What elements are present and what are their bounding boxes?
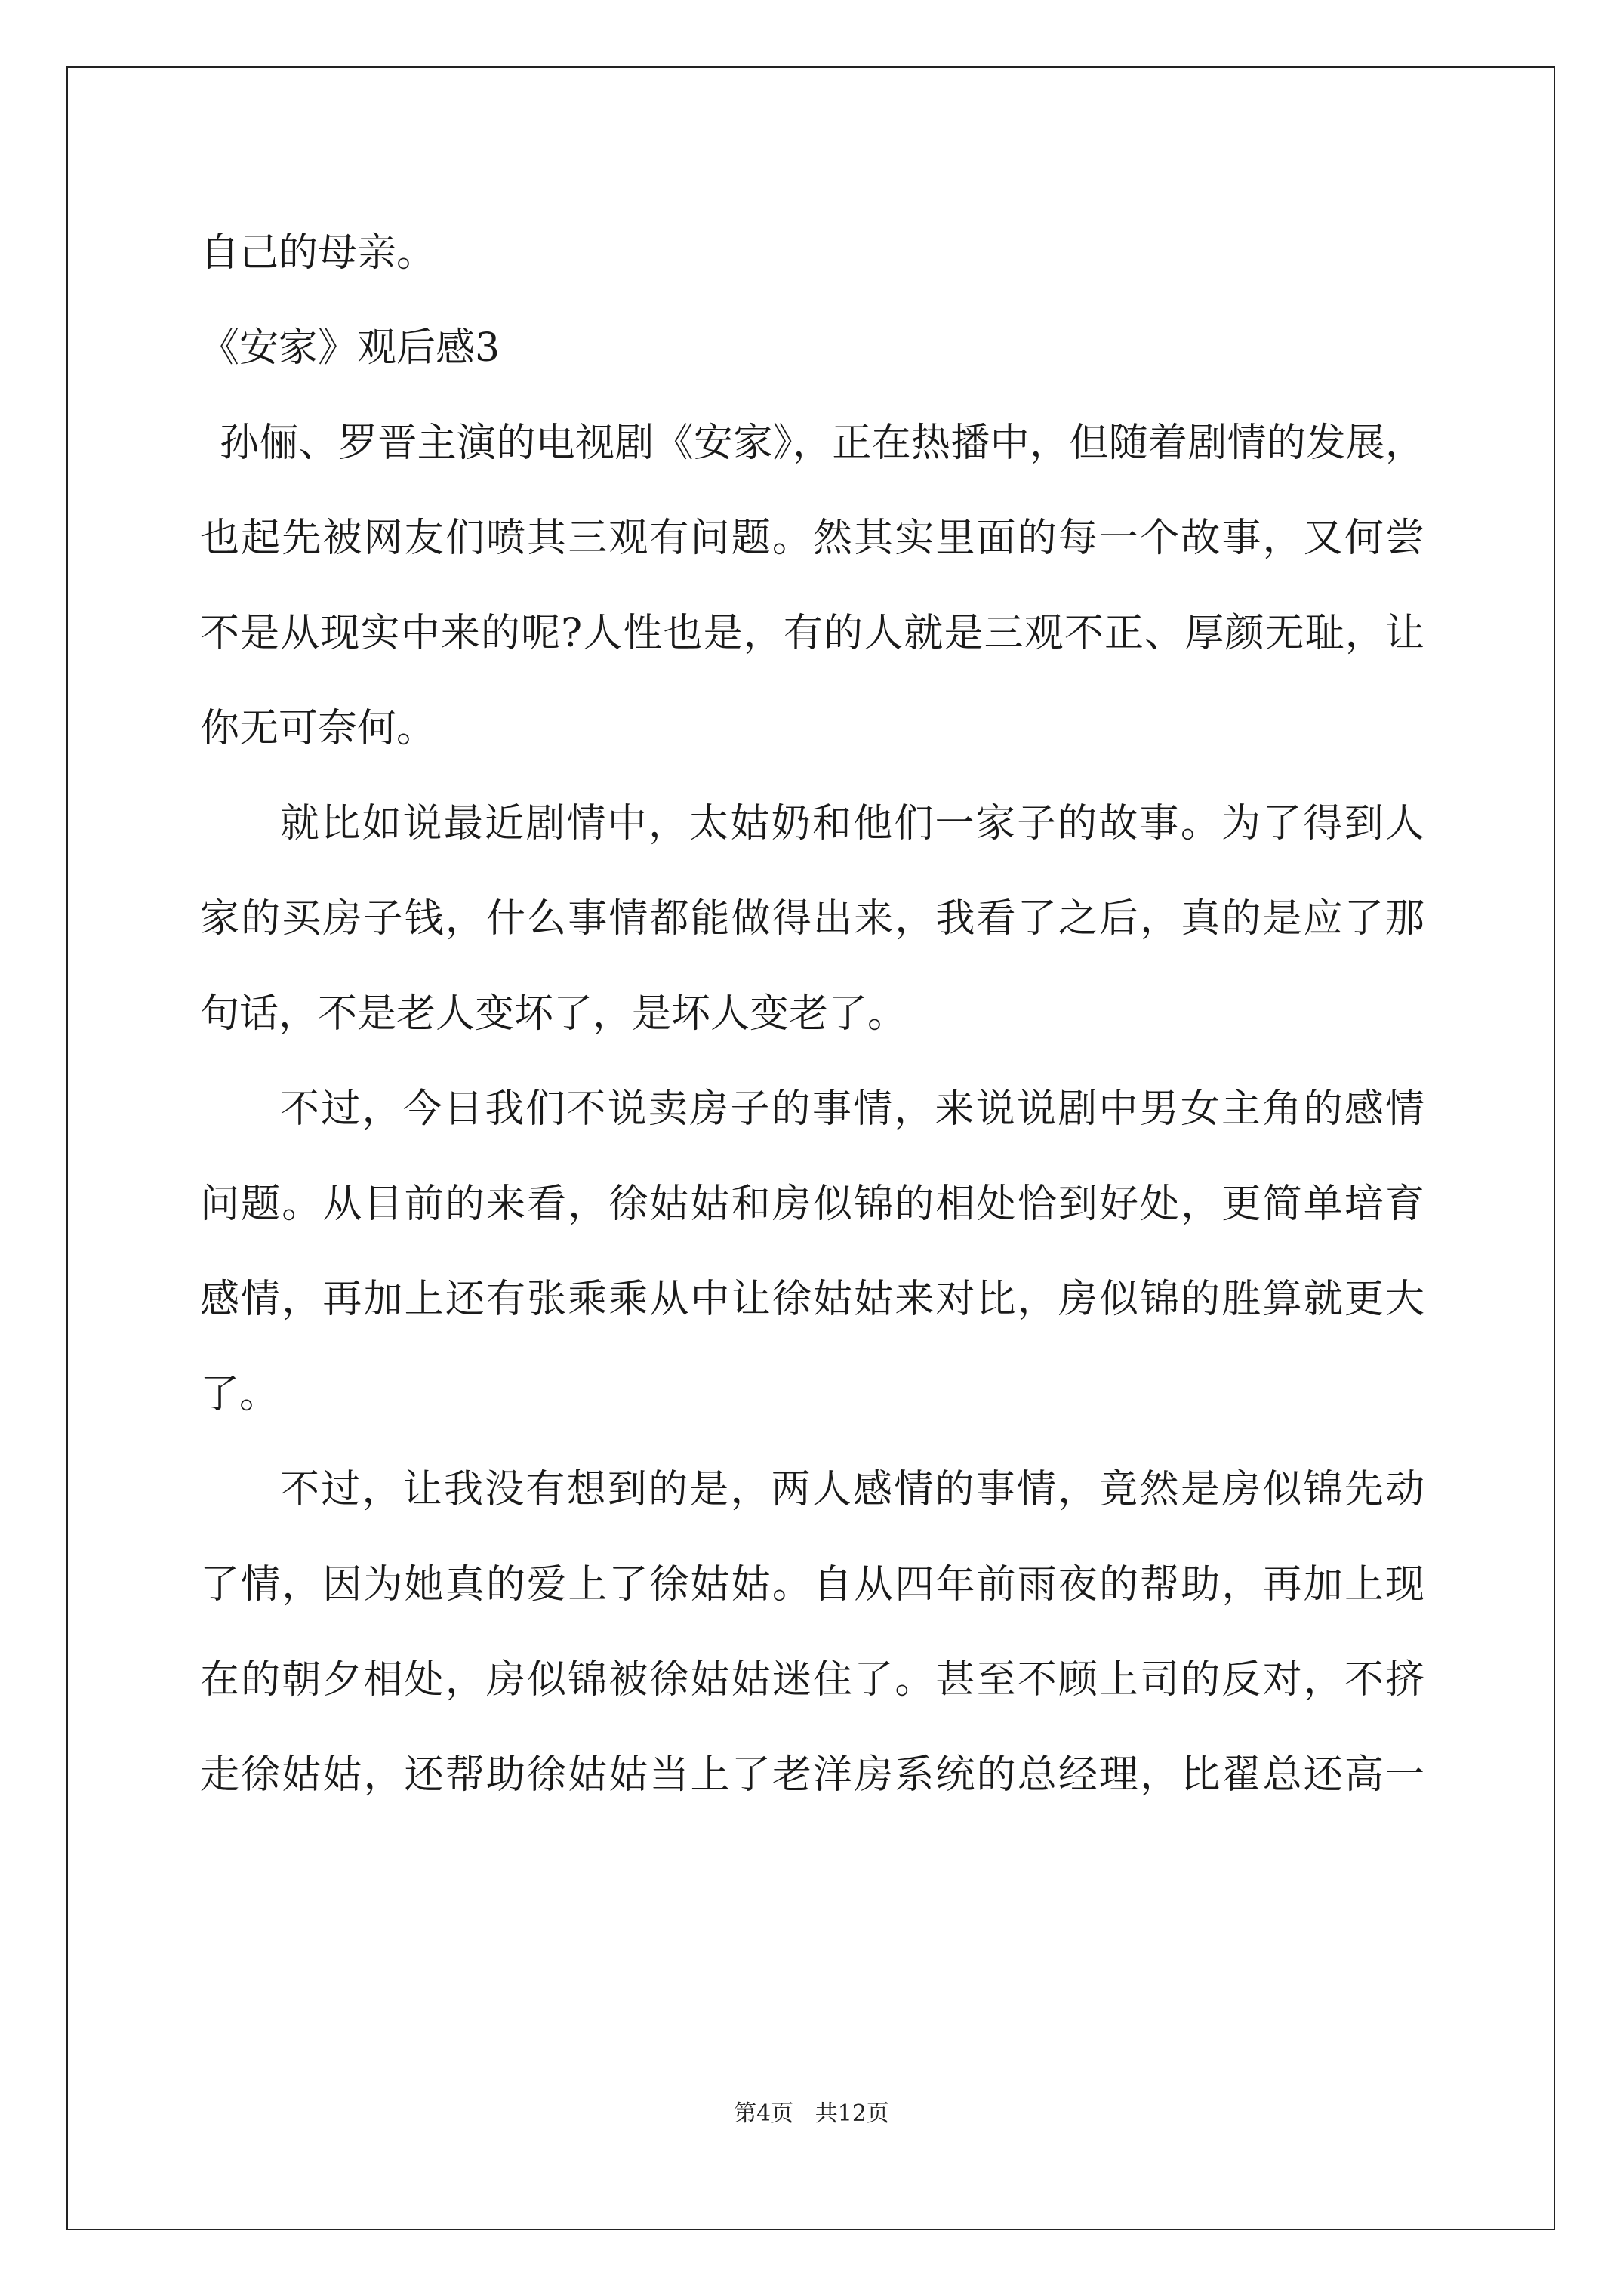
paragraph-line: 在的朝夕相处，房似锦被徐姑姑迷住了。甚至不顾上司的反对，不挤 (200, 1657, 1424, 1703)
paragraph-line: 自己的母亲。 (200, 230, 436, 276)
paragraph-line: 走徐姑姑，还帮助徐姑姑当上了老洋房系统的总经理，比翟总还高一 (200, 1752, 1424, 1798)
paragraph-line: 你无可奈何。 (200, 706, 436, 751)
paragraph-line: 家的买房子钱，什么事情都能做得出来，我看了之后，真的是应了那 (200, 896, 1424, 942)
paragraph-line: 了情，因为她真的爱上了徐姑姑。自从四年前雨夜的帮助，再加上现 (200, 1562, 1424, 1607)
paragraph-line: 问题。从目前的来看，徐姑姑和房似锦的相处恰到好处，更简单培育 (200, 1182, 1424, 1227)
paragraph-line: 不过，让我没有想到的是，两人感情的事情，竟然是房似锦先动 (280, 1467, 1424, 1512)
paragraph-line: 孙俪、罗晋主演的电视剧《安家》，正在热播中，但随着剧情的发展， (220, 421, 1424, 466)
paragraph-line: 就比如说最近剧情中，太姑奶和他们一家子的故事。为了得到人 (280, 801, 1424, 846)
paragraph-line: 感情，再加上还有张乘乘从中让徐姑姑来对比，房似锦的胜算就更大 (200, 1277, 1424, 1322)
document-body (200, 205, 1424, 1823)
paragraph-line: 了。 (200, 1372, 279, 1417)
paragraph-line: 不是从现实中来的呢?人性也是，有的人就是三观不正、厚颜无耻，让 (200, 611, 1424, 656)
section-heading: 《安家》观后感3 (200, 325, 500, 371)
paragraph-line: 不过，今日我们不说卖房子的事情，来说说剧中男女主角的感情 (280, 1086, 1424, 1132)
paragraph-line: 句话，不是老人变坏了，是坏人变老了。 (200, 991, 907, 1037)
page-number-footer: 第4页 共12页 (734, 2100, 889, 2127)
paragraph-line: 也起先被网友们喷其三观有问题。然其实里面的每一个故事，又何尝 (200, 516, 1424, 561)
